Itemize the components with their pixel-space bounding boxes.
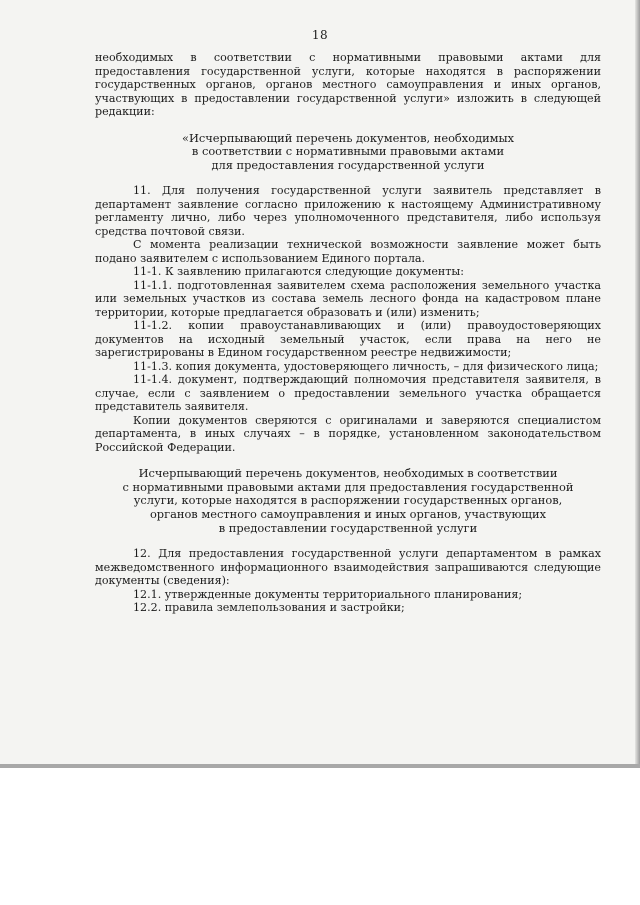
page-number: 18 <box>311 28 329 42</box>
page-bottom-edge <box>0 764 640 768</box>
paragraph-11-1: 11-1. К заявлению прилагаются следующие документы: <box>133 265 464 279</box>
paragraph-11-1-2: 11-1.2. копии правоустанавливающих и (или) правоудостоверяющих документов на исходный земельный участок, если права на него не зарегистрированы в Едином государственном реестре недвижимости; <box>95 319 601 360</box>
section-heading-documents: «Исчерпывающий перечень документов, необходимых в соответствии с нормативными правовыми актами для предоставления государственной услуги <box>181 130 515 172</box>
paragraph-11-portal: С момента реализации технической возможности заявление может быть подано заявителем с использованием Единого портала. <box>95 238 601 265</box>
paragraph-copies: Копии документов сверяются с оригиналами и заверяются специалистом департамента, в иных случаях – в порядке, установленном законодательством Российской Федерации. <box>95 413 601 454</box>
page-edge-shadow <box>635 0 640 768</box>
paragraph-12-1: 12.1. утвержденные документы территориального планирования; <box>133 587 523 601</box>
paragraph-11: 11. Для получения государственной услуги заявитель представляет в департамент заявление согласно приложению к настоящему Административному регламенту лично, либо через уполномоченного представителя, либо используя средства почтовой связи. <box>95 184 601 238</box>
document-body <box>95 51 601 615</box>
paragraph-11-1-1: 11-1.1. подготовленная заявителем схема расположения земельного участка или земельных участков из состава земель лесного фонда на кадастровом плане территории, которые предлагается образовать и (или) изменить; <box>95 278 601 319</box>
paragraph-11-1-4: 11-1.4. документ, подтверждающий полномочия представителя заявителя, в случае, если с заявлением о предоставлении земельного участка обращается представитель заявителя. <box>95 373 601 414</box>
paragraph-12-2: 12.2. правила землепользования и застройки; <box>133 601 405 615</box>
paragraph-11-1-3: 11-1.3. копия документа, удостоверяющего личность, – для физического лица; <box>133 359 599 373</box>
paragraph-12: 12. Для предоставления государственной услуги департаментом в рамках межведомственного информационного взаимодействия запрашиваются следующие документы (сведения): <box>95 547 601 588</box>
section-heading-interagency: Исчерпывающий перечень документов, необходимых в соответствии с нормативными правовыми актами для предоставления государственной услуги, которые находятся в распоряжении государственных органов, органов местного самоуправления и иных органов, участвующих в предоставлении государственной услуги <box>122 466 574 535</box>
continuation-paragraph: необходимых в соответствии с нормативными правовыми актами для предоставления государственной услуги, которые находятся в распоряжении государственных органов, органов местного самоуправления и иных органов, участвующих в предоставлении государственной услуги» изложить в следующей редакции: <box>95 51 601 118</box>
